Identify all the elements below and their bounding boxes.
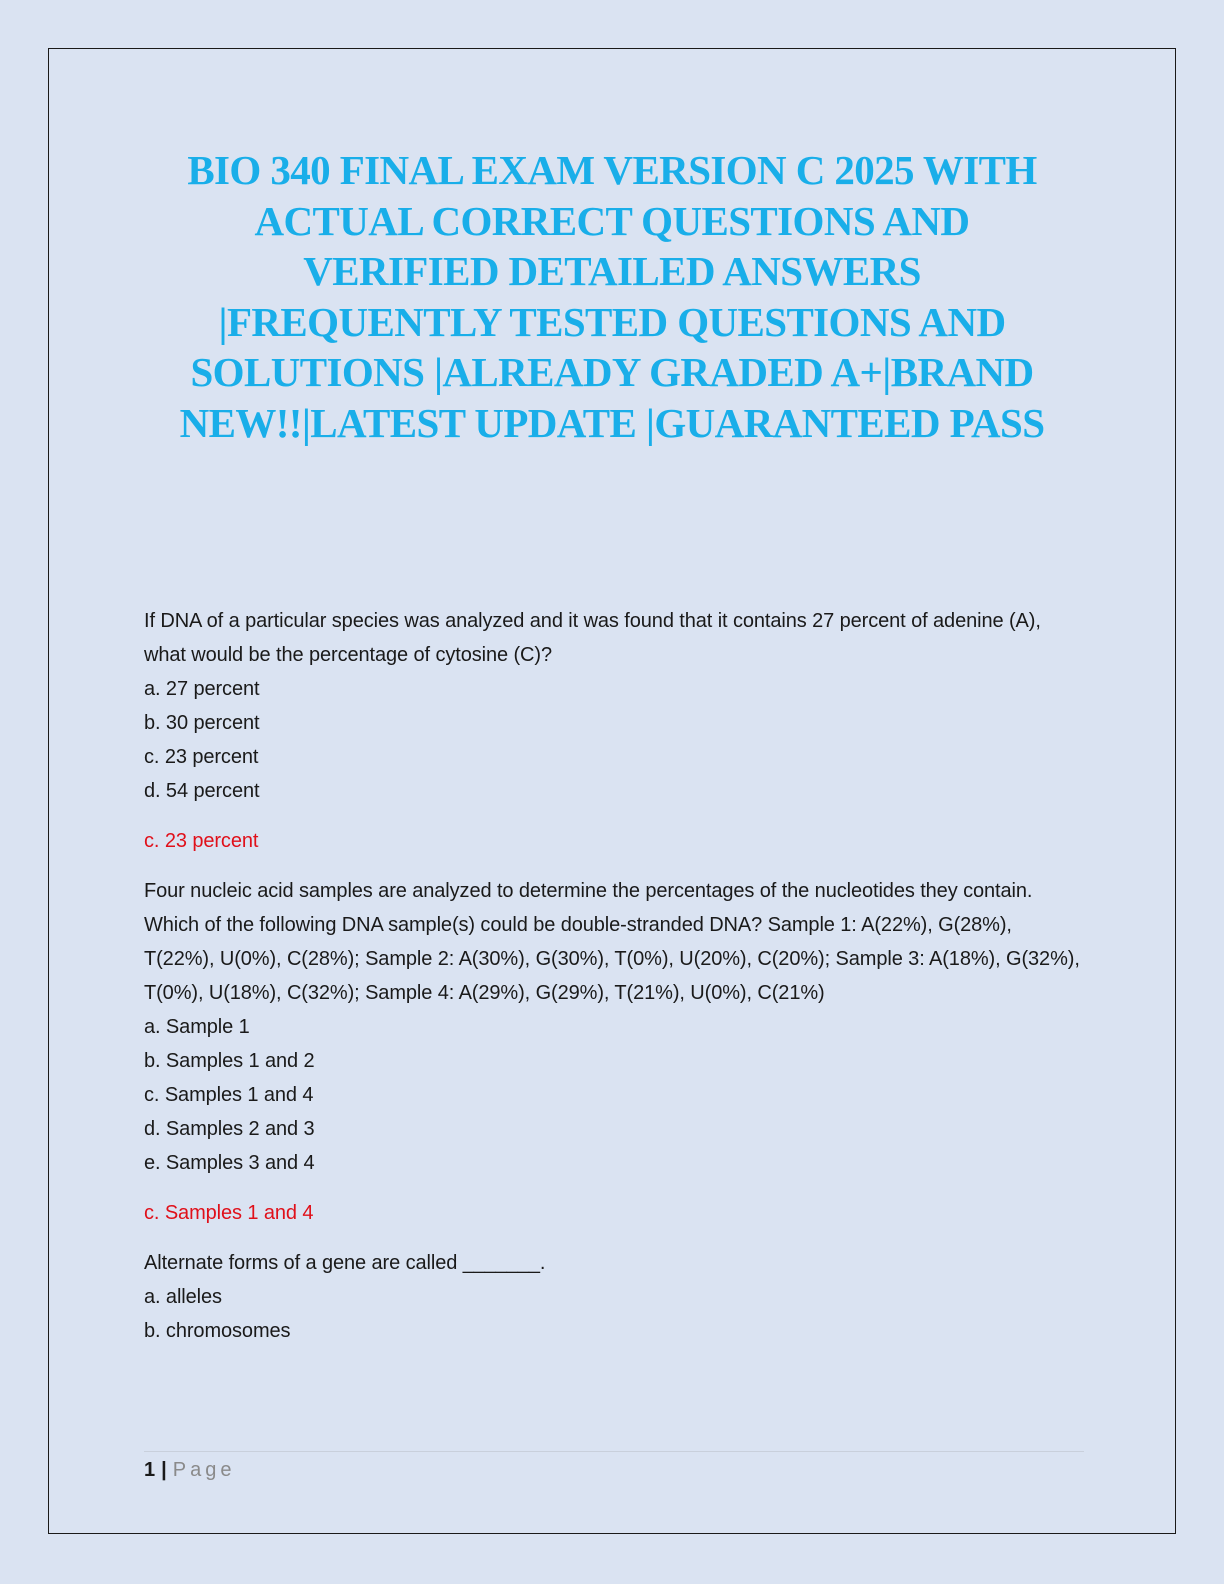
answer-option: e. Samples 3 and 4: [144, 1152, 315, 1174]
page-footer: [144, 1456, 235, 1484]
title-line: VERIFIED DETAILED ANSWERS: [303, 248, 921, 294]
correct-answer: c. 23 percent: [144, 830, 259, 852]
question-text: Alternate forms of a gene are called _______.: [144, 1252, 546, 1274]
page-label: Page: [172, 1459, 236, 1481]
page-number: 1: [144, 1459, 156, 1481]
questions-body: [144, 604, 1084, 1348]
question-text: Four nucleic acid samples are analyzed to determine the percentages of the nucleotides they contain. Which of the following DNA sample(s) could be double-stranded DNA? Sample 1: A(22%), G(28%), T(22%), U(0%), C(28%); Sample 2: A(30%), G(30%), T(0%), U(20%), C(20%); Sample 3: A(18%), G(32%), T(0%), U(18%), C(32%); Sample 4: A(29%), G(29%), T(21%), U(0%), C(21%): [144, 880, 1080, 1004]
answer-option: b. Samples 1 and 2: [144, 1050, 315, 1072]
answer-option: a. alleles: [144, 1286, 222, 1308]
answer-option: b. chromosomes: [144, 1320, 291, 1342]
answer-option: c. Samples 1 and 4: [144, 1084, 314, 1106]
title-line: ACTUAL CORRECT QUESTIONS AND: [254, 197, 970, 244]
answer-option: d. 54 percent: [144, 780, 260, 802]
question-block-2: [144, 874, 1084, 1230]
title-line: BIO 340 FINAL EXAM VERSION C 2025 WITH: [187, 147, 1037, 193]
answer-option: c. 23 percent: [144, 746, 259, 768]
correct-answer: c. Samples 1 and 4: [144, 1202, 314, 1224]
document-title: [130, 145, 1094, 448]
question-text: If DNA of a particular species was analyzed and it was found that it contains 27 percent of adenine (A), what would be the percentage of cytosine (C)?: [144, 610, 1041, 666]
question-block-3: [144, 1246, 1084, 1348]
title-line: SOLUTIONS |ALREADY GRADED A+|BRAND: [190, 349, 1034, 395]
title-line: NEW!!|LATEST UPDATE |GUARANTEED PASS: [179, 399, 1045, 446]
answer-option: a. Sample 1: [144, 1016, 250, 1038]
question-block-1: [144, 604, 1084, 858]
title-line: |FREQUENTLY TESTED QUESTIONS AND: [218, 298, 1006, 345]
answer-option: d. Samples 2 and 3: [144, 1118, 315, 1140]
answer-option: b. 30 percent: [144, 712, 260, 734]
footer-separator: |: [161, 1459, 167, 1481]
answer-option: a. 27 percent: [144, 678, 260, 700]
footer-divider: [144, 1451, 1084, 1452]
